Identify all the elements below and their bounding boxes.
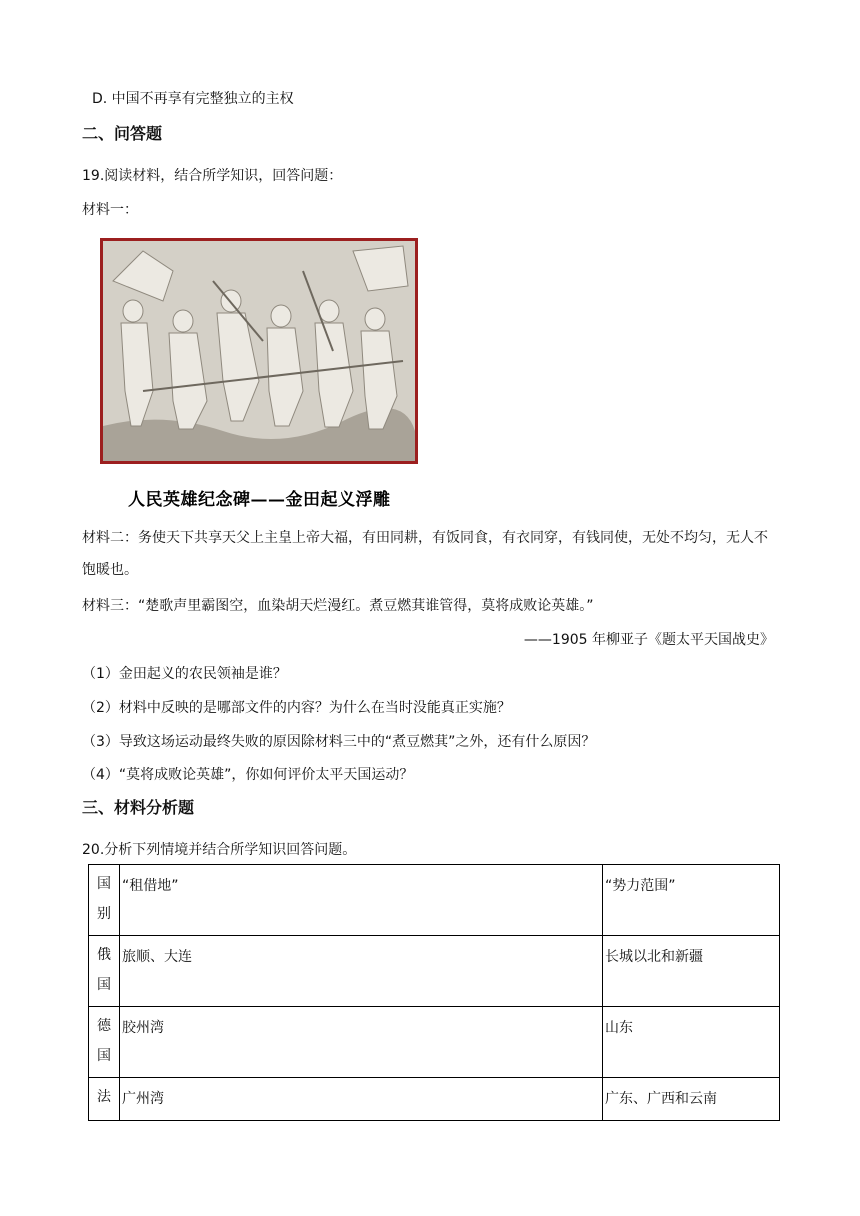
table-cell-country: 俄国 [89, 936, 120, 1007]
concessions-table [88, 864, 780, 1121]
table-cell-sphere-of-influence: 山东 [603, 1007, 780, 1078]
sub-question-3: （3）导致这场运动最终失败的原因除材料三中的“煮豆燃萁”之外，还有什么原因？ [82, 734, 596, 750]
relief-sculpture-image [100, 238, 418, 464]
material-1-label: 材料一： [82, 202, 138, 218]
table-header-row [89, 865, 780, 936]
table-row [89, 936, 780, 1007]
sub-question-4: （4）“莫将成败论英雄”，你如何评价太平天国运动？ [82, 767, 414, 783]
table-cell-country: 德国 [89, 1007, 120, 1078]
sub-question-2: （2）材料中反映的是哪部文件的内容？为什么在当时没能真正实施？ [82, 700, 511, 716]
table-header-cell: 国别 [89, 865, 120, 936]
section-3-title: 三、材料分析题 [82, 798, 195, 817]
table-cell-leased-territory: 胶州湾 [120, 1007, 603, 1078]
table-cell-sphere-of-influence: 广东、广西和云南 [603, 1078, 780, 1121]
table-header-cell: “租借地” [120, 865, 603, 936]
material-2-text: 材料二：务使天下共享天父上主皇上帝大福，有田同耕，有饭同食，有衣同穿，有钱同使，无处不均匀，无人不饱暖也。 [82, 530, 768, 578]
table-cell-leased-territory: 广州湾 [120, 1078, 603, 1121]
table-row [89, 1007, 780, 1078]
section-2-title: 二、问答题 [82, 124, 163, 143]
table-cell-country: 法 [89, 1078, 120, 1121]
sub-question-1: （1）金田起义的农民领袖是谁？ [82, 666, 287, 682]
material-3-source: ——1905 年柳亚子《题太平天国战史》 [523, 632, 774, 648]
table-cell-sphere-of-influence: 长城以北和新疆 [603, 936, 780, 1007]
question-20-stem: 20.分析下列情境并结合所学知识回答问题。 [82, 842, 357, 858]
table-header-cell: “势力范围” [603, 865, 780, 936]
table-cell-leased-territory: 旅顺、大连 [120, 936, 603, 1007]
question-19-stem: 19.阅读材料，结合所学知识，回答问题： [82, 168, 343, 184]
image-caption: 人民英雄纪念碑——金田起义浮雕 [128, 490, 391, 510]
option-d: D. 中国不再享有完整独立的主权 [92, 91, 294, 107]
material-3-text: 材料三：“楚歌声里霸图空，血染胡天烂漫红。煮豆燃萁谁管得，莫将成败论英雄。” [82, 598, 594, 614]
table-row [89, 1078, 780, 1121]
